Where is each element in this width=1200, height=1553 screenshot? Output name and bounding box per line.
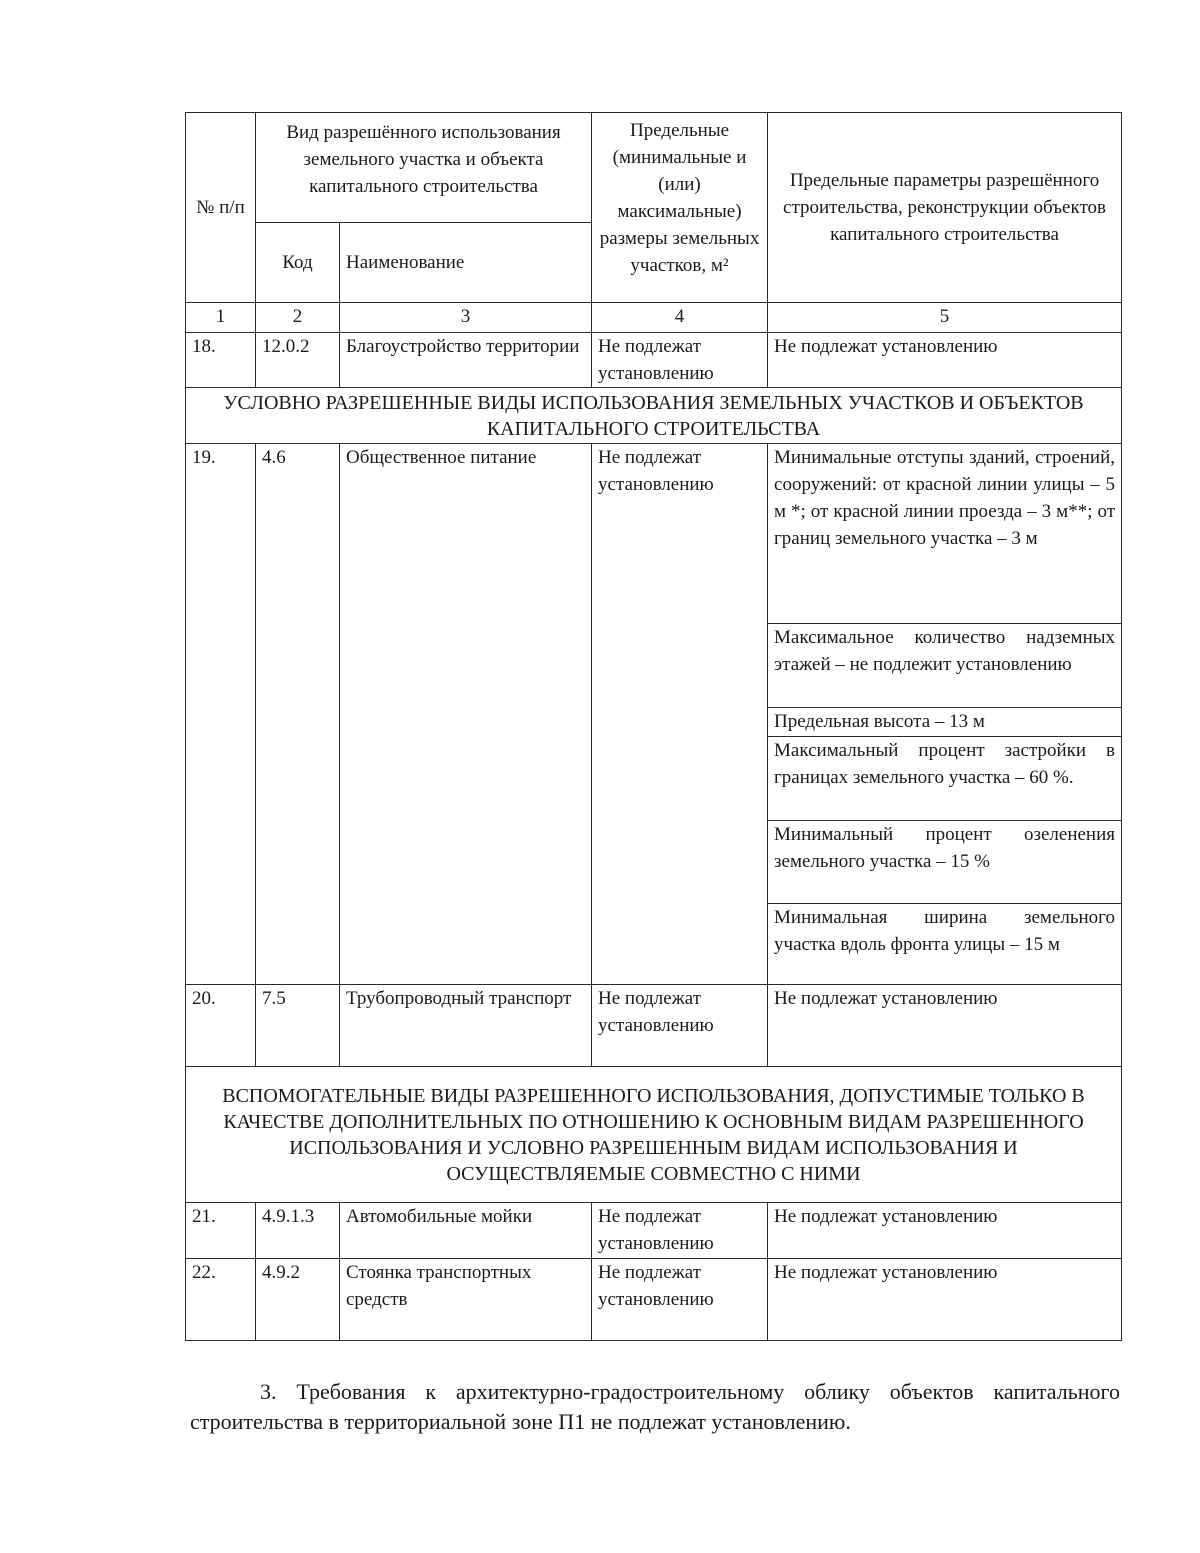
row-code: 4.9.2 bbox=[256, 1259, 340, 1341]
header-naim: Наименование bbox=[340, 223, 592, 303]
zoning-table bbox=[185, 112, 1122, 1341]
col-number: 4 bbox=[592, 303, 768, 333]
row-num: 22. bbox=[186, 1259, 256, 1341]
table-row bbox=[186, 333, 1122, 388]
table-row bbox=[186, 1259, 1122, 1341]
row-code: 12.0.2 bbox=[256, 333, 340, 388]
row-name: Трубопроводный транспорт bbox=[340, 985, 592, 1067]
row-size: Не подлежат установлению bbox=[592, 1259, 768, 1341]
col-number: 1 bbox=[186, 303, 256, 333]
row-name: Автомобильные мойки bbox=[340, 1203, 592, 1259]
header-num: № п/п bbox=[186, 113, 256, 303]
row-code: 7.5 bbox=[256, 985, 340, 1067]
row-size: Не подлежат установлению bbox=[592, 333, 768, 388]
row-num: 18. bbox=[186, 333, 256, 388]
row-num: 19. bbox=[186, 444, 256, 985]
col-number: 5 bbox=[768, 303, 1122, 333]
table-row bbox=[186, 444, 1122, 624]
row-name: Благоустройство территории bbox=[340, 333, 592, 388]
requirements-paragraph: 3. Требования к архитектурно-градостроительному облику объектов капитального строительства в территориальной зоне П1 не подлежат установлению. bbox=[190, 1379, 1120, 1434]
row-num: 21. bbox=[186, 1203, 256, 1259]
row-code: 4.9.1.3 bbox=[256, 1203, 340, 1259]
header-params: Предельные параметры разрешённого строительства, реконструкции объектов капитального строительства bbox=[768, 113, 1122, 303]
row-size: Не подлежат установлению bbox=[592, 985, 768, 1067]
row-param: Предельная высота – 13 м bbox=[768, 708, 1122, 737]
row-param: Минимальные отступы зданий, строений, сооружений: от красной линии улицы – 5 м *; от красной линии проезда – 3 м**; от границ земельного участка – 3 м bbox=[768, 444, 1122, 624]
row-param: Не подлежат установлению bbox=[768, 1259, 1122, 1341]
section-row bbox=[186, 1067, 1122, 1203]
header-vid: Вид разрешённого использования земельного участка и объекта капитального строительства bbox=[256, 113, 592, 223]
section-auxiliary: ВСПОМОГАТЕЛЬНЫЕ ВИДЫ РАЗРЕШЕННОГО ИСПОЛЬЗОВАНИЯ, ДОПУСТИМЫЕ ТОЛЬКО В КАЧЕСТВЕ ДОПОЛНИТЕЛЬНЫХ ПО ОТНОШЕНИЮ К ОСНОВНЫМ ВИДАМ РАЗРЕШЕННОГО ИСПОЛЬЗОВАНИЯ И УСЛОВНО РАЗРЕШЕННЫМ ВИДАМ ИСПОЛЬЗОВАНИЯ И ОСУЩЕСТВЛЯЕМЫЕ СОВМЕСТНО С НИМИ bbox=[186, 1067, 1122, 1203]
section-conditional: УСЛОВНО РАЗРЕШЕННЫЕ ВИДЫ ИСПОЛЬЗОВАНИЯ ЗЕМЕЛЬНЫХ УЧАСТКОВ И ОБЪЕКТОВ КАПИТАЛЬНОГО СТРОИТЕЛЬСТВА bbox=[186, 388, 1122, 444]
row-name: Стоянка транспортных средств bbox=[340, 1259, 592, 1341]
row-param: Минимальный процент озеленения земельного участка – 15 % bbox=[768, 821, 1122, 904]
row-param: Максимальный процент застройки в границах земельного участка – 60 %. bbox=[768, 737, 1122, 821]
column-numbers-row bbox=[186, 303, 1122, 333]
header-row-1 bbox=[186, 113, 1122, 223]
row-param: Не подлежат установлению bbox=[768, 985, 1122, 1067]
row-name: Общественное питание bbox=[340, 444, 592, 985]
row-size: Не подлежат установлению bbox=[592, 1203, 768, 1259]
col-number: 2 bbox=[256, 303, 340, 333]
header-kod: Код bbox=[256, 223, 340, 303]
row-param: Не подлежат установлению bbox=[768, 333, 1122, 388]
row-param: Не подлежат установлению bbox=[768, 1203, 1122, 1259]
row-param: Минимальная ширина земельного участка вдоль фронта улицы – 15 м bbox=[768, 904, 1122, 985]
col-number: 3 bbox=[340, 303, 592, 333]
table-row bbox=[186, 985, 1122, 1067]
row-param: Максимальное количество надземных этажей – не подлежит установлению bbox=[768, 624, 1122, 708]
row-code: 4.6 bbox=[256, 444, 340, 985]
section-row bbox=[186, 388, 1122, 444]
table-row bbox=[186, 1203, 1122, 1259]
row-size: Не подлежат установлению bbox=[592, 444, 768, 985]
row-num: 20. bbox=[186, 985, 256, 1067]
header-sizes: Предельные (минимальные и (или) максимальные) размеры земельных участков, м² bbox=[592, 113, 768, 303]
